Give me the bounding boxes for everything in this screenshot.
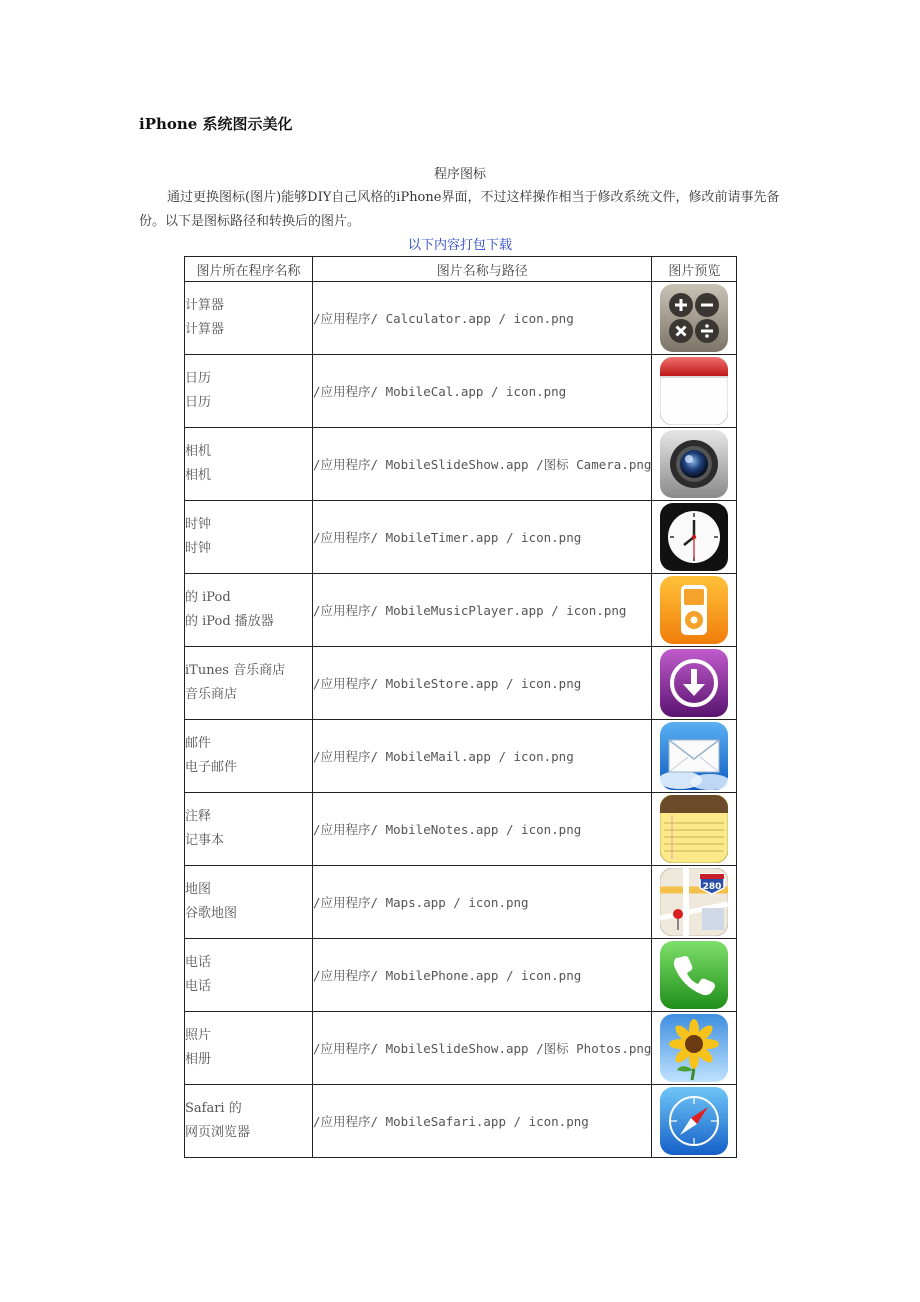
app-name-primary: 计算器	[185, 298, 225, 313]
app-name-cell	[185, 866, 313, 939]
phone-icon	[660, 941, 728, 1009]
app-name-secondary: 时钟	[185, 541, 212, 556]
app-name-cell	[185, 1085, 313, 1158]
app-name-secondary: 谷歌地图	[185, 906, 238, 921]
table-row	[185, 720, 737, 793]
icon-path-cell: /应用程序/ Calculator.app / icon.png	[313, 282, 652, 355]
app-name-cell	[185, 720, 313, 793]
app-name-primary: 时钟	[185, 517, 212, 532]
app-name-cell	[185, 939, 313, 1012]
app-name-cell	[185, 793, 313, 866]
table-row	[185, 282, 737, 355]
table-header-row	[185, 257, 737, 282]
download-package-link[interactable]: 以下内容打包下载	[407, 238, 512, 253]
icon-path-cell: /应用程序/ MobileMusicPlayer.app / icon.png	[313, 574, 652, 647]
header-app-name: 图片所在程序名称	[185, 257, 313, 282]
table-row	[185, 1085, 737, 1158]
intro-paragraph: 通过更换图标(图片)能够DIY自己风格的iPhone界面，不过这样操作相当于修改系统文件，修改前请事先备份。以下是图标路径和转换后的图片。	[139, 190, 780, 229]
document-title: iPhone 系统图示美化	[139, 115, 293, 133]
notes-icon	[660, 795, 728, 863]
table-row	[185, 866, 737, 939]
icon-preview-cell	[652, 282, 737, 355]
app-name-secondary: 网页浏览器	[185, 1125, 251, 1140]
maps-icon	[660, 868, 728, 936]
table-row	[185, 428, 737, 501]
app-name-cell	[185, 1012, 313, 1085]
itunes-store-icon	[660, 649, 728, 717]
icon-path-cell: /应用程序/ MobileNotes.app / icon.png	[313, 793, 652, 866]
section-title: 程序图标	[433, 167, 486, 182]
header-preview: 图片预览	[652, 257, 737, 282]
icon-preview-cell	[652, 939, 737, 1012]
icon-preview-cell	[652, 428, 737, 501]
app-name-cell	[185, 501, 313, 574]
app-name-cell	[185, 355, 313, 428]
table-row	[185, 355, 737, 428]
interstate-sign-number: 280	[703, 882, 722, 892]
app-name-primary: 电话	[185, 955, 212, 970]
icon-preview-cell	[652, 1085, 737, 1158]
header-path: 图片名称与路径	[313, 257, 652, 282]
app-name-secondary: 日历	[185, 395, 212, 410]
icon-preview-cell	[652, 355, 737, 428]
icon-preview-cell	[652, 501, 737, 574]
app-name-primary: 相机	[185, 444, 212, 459]
safari-icon	[660, 1087, 728, 1155]
icon-preview-cell	[652, 793, 737, 866]
app-name-secondary: 计算器	[185, 322, 225, 337]
ipod-icon	[660, 576, 728, 644]
icon-preview-cell	[652, 574, 737, 647]
app-name-cell	[185, 574, 313, 647]
icon-path-cell: /应用程序/ MobileTimer.app / icon.png	[313, 501, 652, 574]
mail-icon	[660, 722, 728, 790]
app-name-secondary: 相册	[185, 1052, 212, 1067]
icon-path-cell: /应用程序/ MobileSlideShow.app /图标 Camera.png	[313, 428, 652, 501]
app-name-secondary: 相机	[185, 468, 212, 483]
table-row	[185, 647, 737, 720]
clock-icon	[660, 503, 728, 571]
app-name-primary: 地图	[185, 882, 212, 897]
app-name-secondary: 电子邮件	[185, 760, 238, 775]
app-name-secondary: 的 iPod 播放器	[185, 614, 274, 629]
icon-preview-cell	[652, 720, 737, 793]
app-name-primary: 邮件	[185, 736, 212, 751]
table-row	[185, 574, 737, 647]
icon-preview-cell	[652, 647, 737, 720]
app-name-cell	[185, 428, 313, 501]
icon-path-cell: /应用程序/ MobileStore.app / icon.png	[313, 647, 652, 720]
table-row	[185, 1012, 737, 1085]
app-name-primary: 日历	[185, 371, 212, 386]
table-row	[185, 939, 737, 1012]
icon-table	[184, 256, 737, 1158]
calendar-icon	[660, 357, 728, 425]
camera-icon	[660, 430, 728, 498]
photos-icon	[660, 1014, 728, 1082]
app-name-primary: 的 iPod	[185, 590, 231, 605]
icon-path-cell: /应用程序/ MobileSafari.app / icon.png	[313, 1085, 652, 1158]
icon-path-cell: /应用程序/ Maps.app / icon.png	[313, 866, 652, 939]
app-name-primary: 照片	[185, 1028, 212, 1043]
app-name-primary: 注释	[185, 809, 212, 824]
icon-path-cell: /应用程序/ MobilePhone.app / icon.png	[313, 939, 652, 1012]
app-name-cell	[185, 282, 313, 355]
app-name-secondary: 电话	[185, 979, 212, 994]
app-name-primary: iTunes 音乐商店	[185, 663, 286, 678]
table-row	[185, 793, 737, 866]
calculator-icon	[660, 284, 728, 352]
icon-preview-cell	[652, 1012, 737, 1085]
icon-path-cell: /应用程序/ MobileCal.app / icon.png	[313, 355, 652, 428]
app-name-secondary: 记事本	[185, 833, 225, 848]
app-name-secondary: 音乐商店	[185, 687, 238, 702]
icon-path-cell: /应用程序/ MobileMail.app / icon.png	[313, 720, 652, 793]
app-name-primary: Safari 的	[185, 1101, 242, 1116]
table-row	[185, 501, 737, 574]
icon-path-cell: /应用程序/ MobileSlideShow.app /图标 Photos.png	[313, 1012, 652, 1085]
app-name-cell	[185, 647, 313, 720]
icon-preview-cell	[652, 866, 737, 939]
